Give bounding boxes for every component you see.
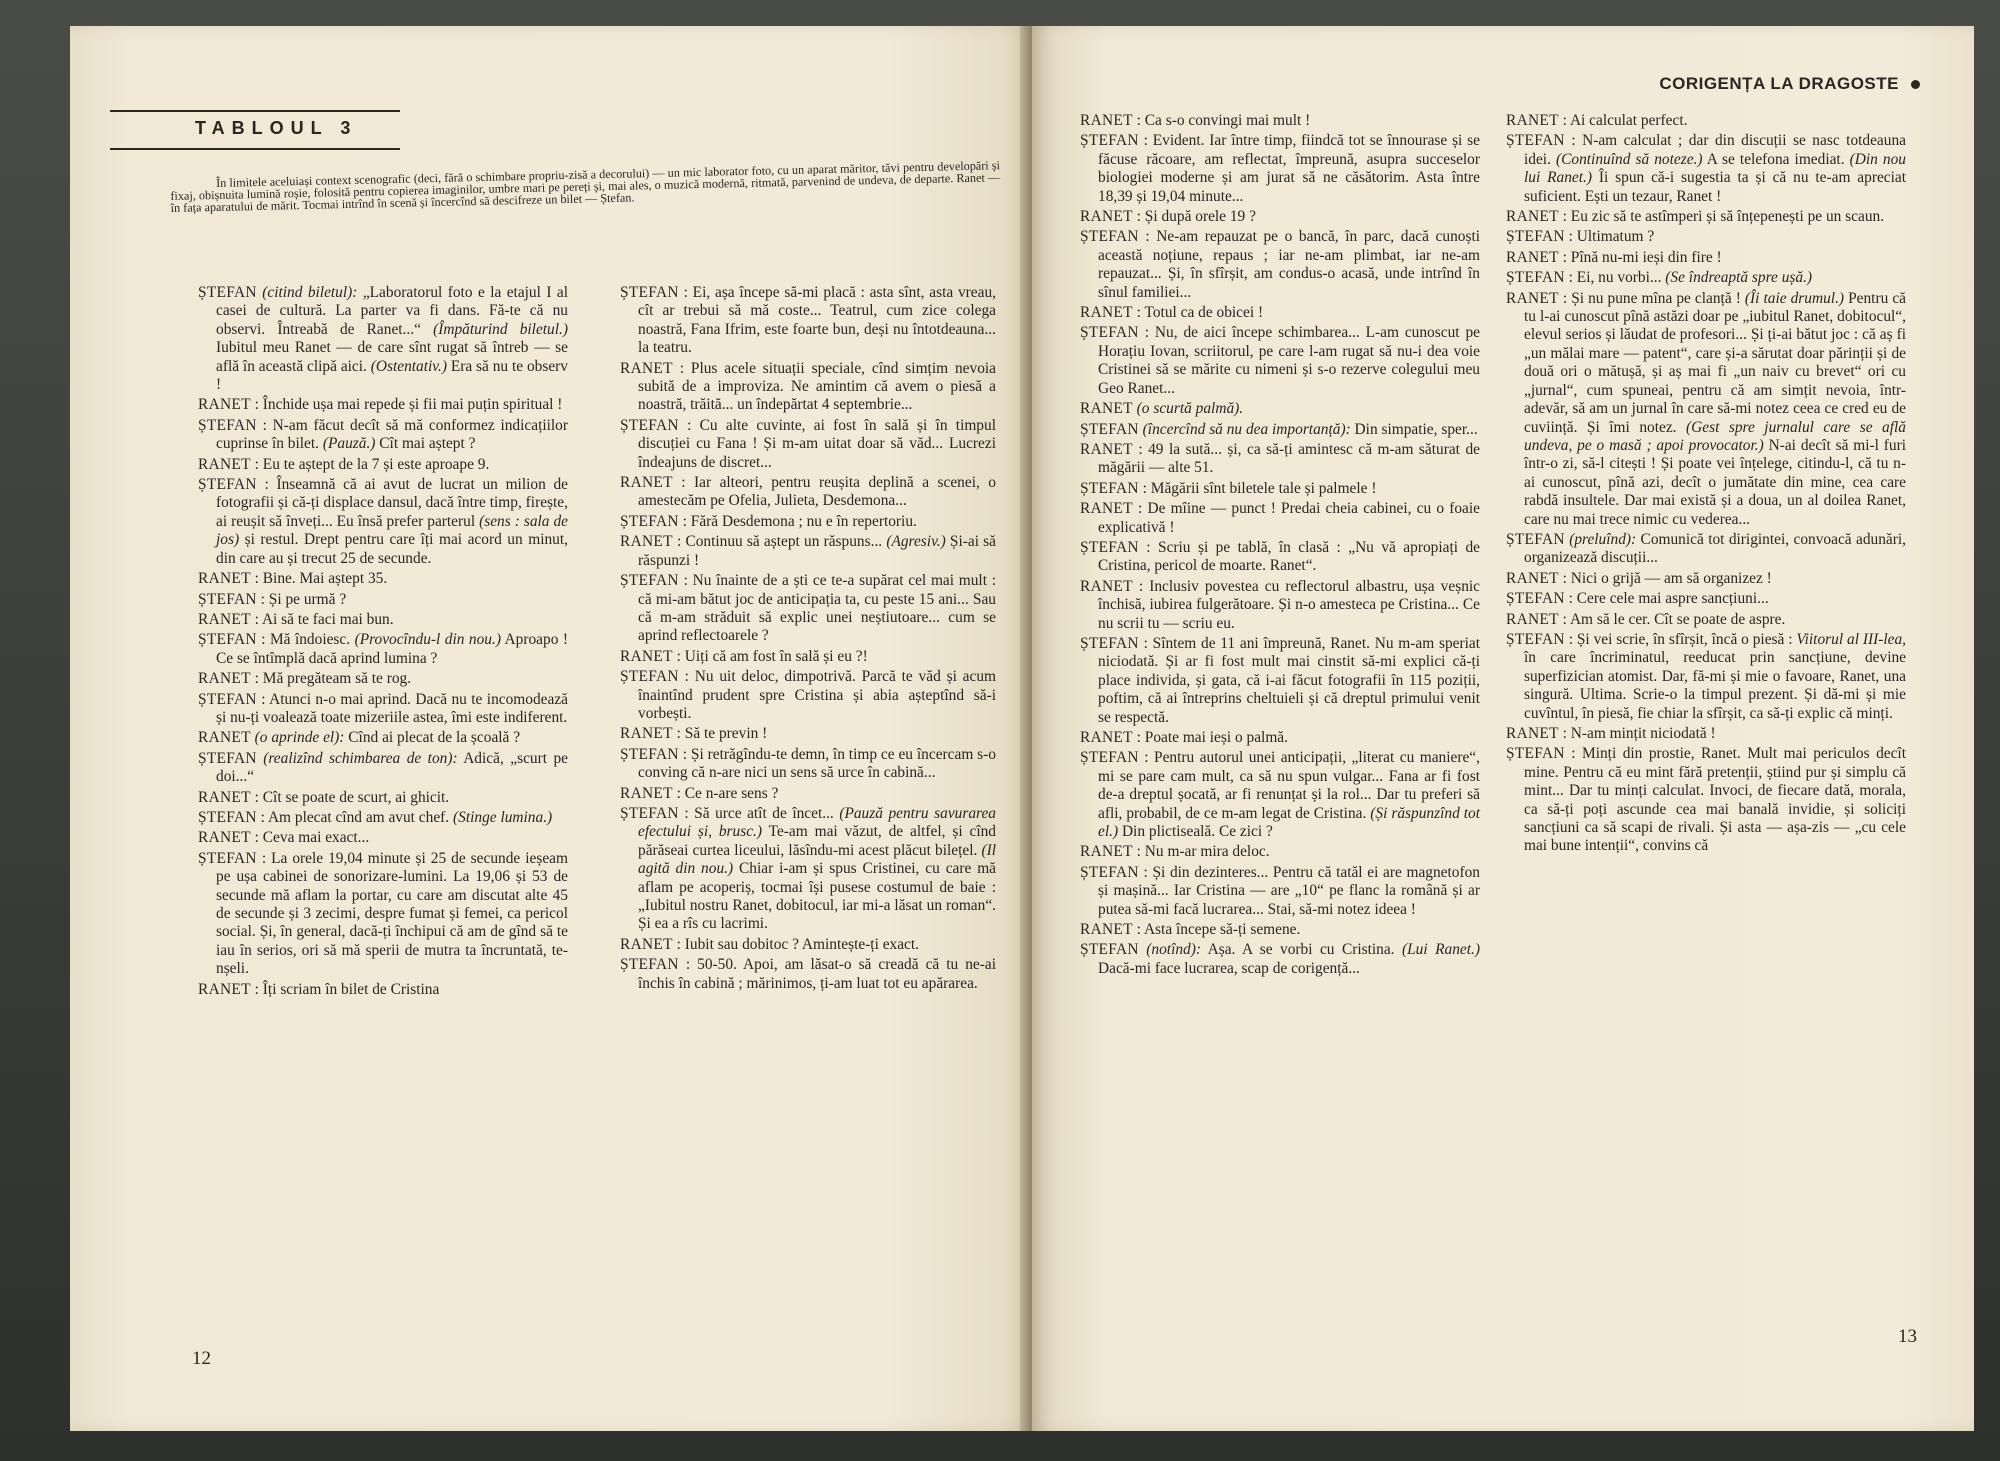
line-text: : Și din dezinteres... Pentru că tatăl ei are magnetofon și mașină... Iar Cristina — are „10“ pe flanc la română și ar putea să-mi facă lucrarea... Stai, să-mi notez ideea !	[1098, 863, 1480, 918]
line-text: : Mă pregăteam să te rog.	[254, 670, 412, 688]
speaker-name: ȘTEFAN	[198, 284, 257, 301]
dialogue-line	[198, 750, 568, 787]
dialogue-line	[198, 476, 568, 568]
speaker-name: ȘTEFAN	[1506, 530, 1565, 548]
line-text: Dacă-mi face lucrarea, scap de corigență...	[1098, 959, 1360, 977]
line-text: : Nu uit deloc, dimpotrivă. Parcă te văd și acum înaintînd prudent spre Cristina și abia așteptînd să-i vorbești.	[638, 668, 996, 722]
line-text: : Nici o grijă — am să organizez !	[1562, 569, 1772, 587]
speaker-name: RANET	[198, 729, 251, 747]
line-text: : Cît se poate de scurt, ai ghicit.	[254, 788, 450, 806]
stage-note: (Lui Ranet.)	[1402, 941, 1480, 959]
speaker-name: ȘTEFAN	[620, 284, 679, 301]
line-text: : Ne-am repauzat pe o bancă, în parc, dacă cunoști această noțiune, repaus ; iar ne-am plimbat, iar ne-am repauzat... Și, în sfîrșit, am condus-o acasă, unde intrînd în sînul familiei...	[1098, 228, 1480, 301]
dialogue-line	[1080, 324, 1480, 398]
speaker-name: ȘTEFAN	[620, 745, 679, 763]
speaker-name: ȘTEFAN	[198, 631, 257, 649]
line-text: : Și după orele 19 ?	[1136, 208, 1256, 226]
dialogue-line	[620, 668, 996, 723]
right-page	[1032, 26, 1974, 1431]
dialogue-line	[620, 572, 996, 646]
speaker-name: ȘTEFAN	[1080, 634, 1139, 652]
stage-note: (preluînd):	[1569, 530, 1637, 548]
speaker-name: ȘTEFAN	[1506, 590, 1565, 608]
speaker-name: RANET	[1506, 725, 1559, 742]
line-text: : Iar alteori, pentru reușita deplină a scenei, o amestecăm pe Ofelia, Julieta, Desdemona...	[638, 474, 996, 510]
speaker-name: ȘTEFAN	[198, 808, 257, 826]
line-text: : Ai calculat perfect.	[1562, 112, 1688, 129]
speaker-name: RANET	[198, 788, 251, 806]
line-text: Îi spun că-i sugestia ta și că nu te-am apreciat suficient. Ești un tezaur, Ranet !	[1524, 169, 1906, 205]
dialogue-line	[1080, 635, 1480, 727]
text-column-3	[1080, 112, 1480, 980]
dialogue-line	[1506, 590, 1906, 608]
line-text: Pentru că tu l-ai cunoscut pînă astăzi doar pe „iubitul Ranet, dobitocul“, elevul serios și lăudat de profesori... Și ți-ai bătut joc : că aș fi „un mălai mare — patent“, care și-a sărutat doar părinții și de două ori o mătușă, și aș mai fi „un naiv cu brevet“ ori cu „jurnal“, cum spuneai, pentru că am simțit nevoia, într-adevăr, să am un jurnal în care să-mi notez ceea ce cred eu de cuviință. Și îmi notez.	[1524, 289, 1906, 436]
speaker-name: ȘTEFAN	[620, 512, 679, 530]
line-text: : Pînă nu-mi ieși din fire !	[1562, 248, 1722, 266]
line-text: : Îți scriam în bilet de Cristina	[254, 980, 440, 998]
dialogue-line	[620, 936, 996, 954]
line-text: Cît mai aștept ?	[375, 435, 476, 453]
speaker-name: ȘTEFAN	[620, 956, 679, 974]
line-text: Din simpatie, sper...	[1350, 420, 1478, 438]
speaker-name: ȘTEFAN	[198, 590, 257, 608]
speaker-name: RANET	[1080, 577, 1133, 595]
line-text: și restul. Drept pentru care îți mai acord un minut, din care au și trecut 25 de secunde.	[216, 531, 568, 567]
dialogue-line	[198, 981, 568, 999]
speaker-name: RANET	[620, 533, 673, 551]
line-text: : Și retrăgîndu-te demn, în timp ce eu încercam s-o conving că n-are nici un sens să urce în cabină...	[638, 745, 996, 782]
dialogue-line	[1080, 228, 1480, 302]
speaker-name: RANET	[198, 980, 251, 998]
stage-note: (Ostentativ.)	[370, 357, 447, 375]
line-text: : Uiți că am fost în sală și eu ?!	[676, 647, 868, 665]
line-text: : Totul ca de obicei !	[1136, 304, 1264, 322]
line-text: : Închide ușa mai repede și fii mai puțin spiritual !	[254, 396, 563, 414]
dialogue-line	[1080, 208, 1480, 226]
stage-note: (realizînd schimbarea de ton):	[263, 749, 458, 767]
line-text: : Eu zic să te astîmperi și să înțepenești pe un scaun.	[1562, 208, 1885, 226]
line-text: : De mîine — punct ! Predai cheia cabinei, cu o foaie explicativă !	[1098, 500, 1480, 536]
speaker-name: RANET	[198, 396, 251, 414]
dialogue-line	[1506, 269, 1906, 287]
speaker-name: RANET	[1080, 921, 1133, 939]
line-text: : Înseamnă că ai avut de lucrat un milion de fotografii și că-ți displace dansul, dacă între timp, firește, ai reușit să înveți... Eu însă prefer parterul	[216, 476, 568, 530]
line-text: : Ce n-are sens ?	[676, 784, 779, 802]
dialogue-line	[620, 956, 996, 993]
line-text: Aproapo ! Ce se întîmplă dacă aprind lumina ?	[216, 631, 568, 667]
line-text: : Ceva mai exact...	[254, 829, 370, 847]
speaker-name: ȘTEFAN	[1080, 420, 1139, 438]
line-text: Era să nu te observ !	[216, 357, 568, 394]
line-text: : Să te previn !	[676, 725, 768, 743]
line-text: Cînd ai plecat de la școală ?	[344, 729, 521, 747]
dialogue-line	[1506, 208, 1906, 226]
line-text: : Continuu să aștept un răspuns...	[677, 533, 887, 551]
stage-note: (notînd):	[1146, 941, 1201, 959]
line-text: : N-am calculat ; dar din discuții se nasc totdeauna idei.	[1524, 132, 1906, 168]
dialogue-line	[198, 631, 568, 668]
dialogue-line	[620, 417, 996, 472]
line-text: „Laboratorul foto e la etajul I al casei de cultură. La parter va fi dans. Fă-te că nu observi. Întreabă de Ranet...“	[216, 284, 568, 338]
dialogue-line	[198, 456, 568, 474]
dialogue-line	[1080, 304, 1480, 322]
speaker-name: RANET	[1080, 112, 1133, 129]
line-text: : Plus acele situații speciale, cînd simțim nevoia subită de a improviza. Ne amintim că avem o piesă a noastră, trăită... un îndepărtat 4 septembrie...	[638, 359, 996, 414]
speaker-name: RANET	[1506, 112, 1559, 129]
speaker-name: RANET	[1080, 304, 1133, 322]
speaker-name: RANET	[1506, 610, 1559, 628]
dialogue-line	[198, 570, 568, 588]
line-text: : N-am mințit niciodată !	[1562, 725, 1716, 742]
speaker-name: RANET	[198, 610, 251, 628]
speaker-name: RANET	[620, 474, 673, 492]
dialogue-line	[1080, 500, 1480, 537]
dialogue-line	[620, 474, 996, 511]
dialogue-line	[1080, 132, 1480, 206]
speaker-name: RANET	[1080, 729, 1133, 746]
line-text: Iubitul meu Ranet — de care sînt rugat să întreb — se află în această clipă aici.	[216, 339, 568, 375]
dialogue-line	[620, 805, 996, 934]
line-text: Chiar i-am și spus Cristinei, cu care mă aflam pe acoperiș, tocmai își pusese costumul de baie : „Iubitul nostru Ranet, dobitocul, iar mi-a lăsat un roman“. Și ea a rîs cu lacrimi.	[638, 860, 996, 933]
line-text: Te-am mai văzut, de altfel, și cînd părăseai curtea liceului, lăsîndu-mi acest plăcut bilețel.	[638, 823, 996, 859]
line-text: A se telefona imediat.	[1702, 150, 1850, 168]
line-text: : Și vei scrie, în sfîrșit, încă o piesă :	[1568, 630, 1797, 648]
stage-note: (o scurtă palmă).	[1136, 400, 1244, 418]
line-text: : Sîntem de 11 ani împreună, Ranet. Nu m-am speriat niciodată. Și ar fi fost mult mai cinstit să-mi explici că-ți place individa, și gata, că i-ai făcut fotografii în 115 poziții, poftim, că ai întreprins cheltuieli și că dreptul primului venit se respectă.	[1098, 634, 1480, 726]
speaker-name: ȘTEFAN	[1080, 324, 1139, 342]
speaker-name: ȘTEFAN	[620, 416, 679, 434]
speaker-name: ȘTEFAN	[1080, 132, 1139, 150]
line-text: : Eu te aștept de la 7 și este aproape 9.	[254, 455, 490, 473]
dialogue-line	[620, 360, 996, 415]
dialogue-line	[1506, 725, 1906, 743]
stage-note: (Agresiv.)	[886, 533, 946, 551]
speaker-name: ȘTEFAN	[198, 690, 257, 708]
stage-note: (Pauză pentru savurarea efectului și, brusc.)	[638, 804, 996, 841]
dialogue-line	[620, 725, 996, 743]
page-number-right: 13	[1898, 1326, 1917, 1347]
dialogue-line	[1506, 249, 1906, 267]
line-text: : Pentru autorul unei anticipații, „literat cu maniere“, mi se pare cam mult, ca să nu spun vulgar... Fana ar fi fost de-a dreptul șocată, ar fi renunțat și la rol... Dar tu preferi să afli, probabil, de ce m-am legat de Cristina.	[1098, 749, 1480, 822]
line-text: : Evident. Iar între timp, fiindcă tot se înnourase și se făcuse răcoare, am reflectat, împreună, asupra succeselor biologiei moderne și am jurat să ne căsătorim. Asta între 18,39 și 19,04 minute...	[1098, 132, 1480, 205]
speaker-name: RANET	[1080, 500, 1133, 518]
dialogue-line	[1506, 745, 1906, 855]
dialogue-line	[1080, 749, 1480, 841]
speaker-name: ȘTEFAN	[620, 572, 679, 590]
stage-note: (Împăturind biletul.)	[433, 320, 568, 338]
line-text: : Ei, nu vorbi...	[1568, 269, 1666, 287]
line-text: : Iubit sau dobitoc ? Amintește-ți exact.	[676, 935, 920, 953]
speaker-name: ȘTEFAN	[620, 804, 679, 822]
line-text: : Mă îndoiesc.	[261, 631, 355, 649]
speaker-name: RANET	[1080, 440, 1133, 458]
speaker-name: RANET	[198, 570, 251, 588]
line-text: : Nu înainte de a ști ce te-a supărat cel mai mult : că mi-am bătut joc de anticipația ta, cu peste 15 ani... Sau că m-am străduit să explic unei neștiutoare... cum se aprind reflectoarele ?	[638, 572, 996, 645]
line-text: : Și nu pune mîna pe clanță !	[1562, 289, 1745, 307]
line-text: : Să urce atît de încet...	[684, 804, 840, 822]
line-text: : Ai să te faci mai bun.	[254, 610, 394, 628]
dialogue-line	[1080, 729, 1480, 747]
dialogue-line	[198, 284, 568, 394]
dialogue-line	[198, 729, 568, 747]
line-text: Adică, „scurt pe doi...“	[216, 749, 568, 786]
stage-note: (Gest spre jurnalul care se află undeva, pe o masă ; apoi provocator.)	[1524, 418, 1906, 454]
dialogue-line	[198, 591, 568, 609]
dialogue-line	[1080, 539, 1480, 576]
speaker-name: ȘTEFAN	[198, 476, 257, 494]
stage-note: Viitorul al III-lea,	[1796, 630, 1906, 648]
line-text: : Asta începe să-ți semene.	[1136, 921, 1301, 939]
line-text: Așa. A se vorbi cu Cristina.	[1201, 941, 1402, 959]
dialogue-line	[198, 611, 568, 629]
stage-note: (Provocîndu-l din nou.)	[354, 631, 501, 649]
dialogue-line	[1080, 864, 1480, 919]
dialogue-line	[1506, 531, 1906, 568]
line-text: Din plictiseală. Ce zici ?	[1118, 823, 1273, 841]
dialogue-line	[198, 396, 568, 414]
dialogue-line	[198, 691, 568, 728]
dialogue-line	[620, 284, 996, 358]
dialogue-line	[1506, 570, 1906, 588]
title-rule-bottom	[110, 148, 400, 150]
line-text: : Ei, așa începe să-mi placă : asta sînt, asta vreau, cît ar trebui să mă coste... Teatrul, cum zice colega noastră, Fana Ifrim, este foarte bun, deși nu întotdeauna... la teatru.	[638, 284, 996, 357]
dialogue-line	[1506, 132, 1906, 206]
line-text: : Inclusiv povestea cu reflectorul albastru, ușa veșnic închisă, iubirea fulgerătoare. Și n-o amesteca pe Cristina... Ce nu scrii tu — scriu eu.	[1098, 577, 1480, 632]
speaker-name: RANET	[198, 829, 251, 847]
line-text: Și-ai să răspunzi !	[638, 533, 996, 569]
stage-note: (Din nou lui Ranet.)	[1524, 150, 1906, 187]
speaker-name: ȘTEFAN	[1080, 228, 1139, 246]
stage-note: (încercînd să nu dea importanță):	[1142, 420, 1351, 438]
speaker-name: ȘTEFAN	[1506, 228, 1565, 246]
speaker-name: RANET	[620, 784, 673, 802]
speaker-name: RANET	[198, 455, 251, 473]
page-number-left: 12	[192, 1348, 211, 1369]
dialogue-line	[1080, 441, 1480, 478]
stage-note: (Stinge lumina.)	[453, 808, 553, 826]
stage-note: (Se îndreaptă spre ușă.)	[1665, 269, 1813, 287]
dialogue-line	[1506, 631, 1906, 723]
stage-note: (Il agită din nou.)	[638, 841, 996, 878]
dialogue-line	[1506, 228, 1906, 246]
bullet-icon	[1911, 80, 1920, 89]
speaker-name: ȘTEFAN	[1506, 630, 1565, 648]
stage-note: (sens : sala de jos)	[216, 512, 568, 549]
line-text: în care încriminatul, reeducat prin sancțiune, devine superfizician atomist. Dar, fă-mi și mie o favoare, Ranet, una singură. Ultima. Scrie-o la timpul prezent. Și dă-mi și mie cuvîntul, în piesă, fie chiar la sfîrșit, ca să-ți explic că minți.	[1524, 649, 1906, 722]
speaker-name: RANET	[1506, 208, 1559, 226]
dialogue-line	[198, 809, 568, 827]
speaker-name: RANET	[1080, 400, 1133, 418]
stage-note: (o aprinde el):	[254, 729, 345, 747]
dialogue-line	[198, 417, 568, 454]
stage-note: (citind biletul):	[262, 284, 358, 301]
line-text: : Minți din prostie, Ranet. Mult mai periculos decît mine. Pentru că eu mint fără pretenții, știind pur și simplu că mint... Dar tu minți calculat. Invoci, de fiecare dată, morala, ca să-ți poți ascunde cea mai banală invidie, și soliciți sancțiuni ca să scapi de rivali. Și asta — așa-zis — „cu cele mai bune intenții“, convins că	[1524, 745, 1906, 855]
line-text: : Nu, de aici începe schimbarea... L-am cunoscut pe Horațiu Iovan, scriitorul, pe care l-am rugat să nu-i dea voie Cristinei să se mărite cu nimeni și s-o rezerve colegului meu Geo Ranet...	[1098, 324, 1480, 397]
stage-note: (Îi taie drumul.)	[1744, 289, 1845, 307]
section-title: TABLOUL 3	[195, 118, 358, 138]
speaker-name: ȘTEFAN	[198, 749, 257, 767]
speaker-name: RANET	[1506, 248, 1559, 266]
dialogue-line	[198, 670, 568, 688]
line-text: : Ultimatum ?	[1568, 228, 1655, 246]
line-text: : Măgării sînt biletele tale și palmele !	[1142, 479, 1377, 497]
line-text: : Fără Desdemona ; nu e în repertoriu.	[682, 512, 917, 530]
line-text: : N-am făcut decît să mă conformez indicațiilor cuprinse în bilet.	[216, 416, 568, 453]
dialogue-line	[620, 746, 996, 783]
stage-note: (Pauză.)	[322, 435, 376, 453]
line-text: : 50-50. Apoi, am lăsat-o să creadă că tu ne-ai închis în cabină ; mărinimos, ți-am luat tot eu apărarea.	[638, 956, 996, 992]
stage-direction: În limitele aceluiași context scenografic (deci, fără o schimbare propriu-zisă a decorului) — un mic laborator foto, cu un aparat măritor, tăvi pentru developări și fixaj, obișnuita lumină roșie, folosită pentru copierea imaginilor, umbre mari pe pereți și, mai ales, o muzică modernă, ritmată, parvenind de undeva, de departe. Ranet — în fața aparatului de mărit. Tocmai intrînd în scenă și încercînd să descifreze un bilet — Ștefan.	[170, 158, 1001, 215]
speaker-name: RANET	[1080, 843, 1133, 861]
dialogue-line	[620, 785, 996, 803]
dialogue-line	[1506, 290, 1906, 529]
line-text: : Atunci n-o mai aprind. Dacă nu te incomodează și nu-ți voalează toate mizeriile astea, îmi este indiferent.	[216, 690, 568, 726]
speaker-name: RANET	[620, 725, 673, 743]
text-column-4	[1506, 112, 1906, 858]
dialogue-line	[1080, 480, 1480, 498]
line-text: : Cu alte cuvinte, ai fost în sală și în timpul discuției cu Fana ! Și m-am uitat doar să văd... Lucrezi îndeajuns de discret...	[638, 416, 996, 471]
dialogue-line	[1506, 611, 1906, 629]
line-text: : Nu m-ar mira deloc.	[1136, 843, 1270, 861]
dialogue-line	[620, 533, 996, 570]
speaker-name: RANET	[620, 647, 673, 665]
speaker-name: RANET	[1506, 569, 1559, 587]
speaker-name: RANET	[620, 935, 673, 953]
speaker-name: ȘTEFAN	[1080, 479, 1139, 497]
line-text: : Scriu și pe tablă, în clasă : „Nu vă apropiați de Cristina, pericol de moarte. Ranet“.	[1098, 538, 1480, 575]
title-rule-top	[110, 110, 400, 112]
speaker-name: ȘTEFAN	[620, 668, 679, 686]
line-text: N-ai decît să mi-l furi într-o zi, să-l citești ! Și poate vei înțelege, citindu-l, că tu n-ai cunoscut, pînă azi, decît o jumătate din mine, cea care rabdă insultele. Dar mai există și a doua, un al doilea Ranet, care nu mai trece nimic cu vederea...	[1524, 436, 1906, 528]
dialogue-line	[1080, 400, 1480, 418]
line-text: : Poate mai ieși o palmă.	[1136, 729, 1288, 746]
speaker-name: RANET	[198, 670, 251, 688]
speaker-name: ȘTEFAN	[1080, 538, 1139, 556]
dialogue-line	[198, 829, 568, 847]
dialogue-line	[1080, 921, 1480, 939]
speaker-name: RANET	[620, 359, 673, 377]
stage-note: (Și răspunzînd tot el.)	[1098, 804, 1480, 841]
dialogue-line	[1080, 112, 1480, 130]
left-page	[70, 26, 1030, 1431]
dialogue-line	[198, 850, 568, 979]
line-text: : La orele 19,04 minute și 25 de secunde ieșeam pe ușa cabinei de sonorizare-lumini. La 19,06 și 53 de secunde mă aflam la portar, cu care am discutat alte 45 de secunde și 3 zecimi, despre fumat și femei, ca pericol social. Și, în general, dacă-ți închipui că am de gînd să te iau în serios, ori să mă sperii de mutra ta încruntată, te-nșeli.	[216, 849, 568, 978]
running-head	[1659, 74, 1920, 94]
speaker-name: ȘTEFAN	[198, 849, 257, 867]
speaker-name: ȘTEFAN	[1080, 863, 1139, 881]
dialogue-line	[620, 513, 996, 531]
line-text: : Am plecat cînd am avut chef.	[260, 808, 453, 826]
stage-note: (Continuînd să noteze.)	[1556, 150, 1703, 168]
line-text: : Și pe urmă ?	[260, 590, 347, 608]
speaker-name: RANET	[1080, 208, 1133, 226]
speaker-name: ȘTEFAN	[198, 416, 257, 434]
dialogue-line	[620, 648, 996, 666]
dialogue-line	[1080, 578, 1480, 633]
speaker-name: RANET	[1506, 289, 1559, 307]
line-text: : Bine. Mai aștept 35.	[254, 570, 388, 588]
text-column-1	[198, 284, 568, 1001]
running-head-text: CORIGENȚA LA DRAGOSTE	[1659, 74, 1899, 93]
speaker-name: ȘTEFAN	[1506, 132, 1565, 150]
dialogue-line	[1080, 843, 1480, 861]
speaker-name: ȘTEFAN	[1506, 269, 1565, 287]
line-text: : Cere cele mai aspre sancțiuni...	[1568, 590, 1769, 608]
dialogue-line	[1080, 421, 1480, 439]
dialogue-line	[1506, 112, 1906, 130]
dialogue-line	[1080, 941, 1480, 978]
dialogue-line	[198, 789, 568, 807]
speaker-name: ȘTEFAN	[1506, 745, 1565, 763]
text-column-2	[620, 284, 996, 995]
speaker-name: ȘTEFAN	[1080, 941, 1139, 959]
line-text: : 49 la sută... și, ca să-ți amintesc că m-am săturat de măgării — alte 51.	[1098, 440, 1480, 477]
line-text: : Am să le cer. Cît se poate de aspre.	[1562, 610, 1786, 628]
speaker-name: ȘTEFAN	[1080, 749, 1139, 767]
line-text: : Ca s-o convingi mai mult !	[1136, 112, 1311, 129]
line-text: Comunică tot dirigintei, convoacă adunări, organizează discuții...	[1524, 530, 1906, 567]
